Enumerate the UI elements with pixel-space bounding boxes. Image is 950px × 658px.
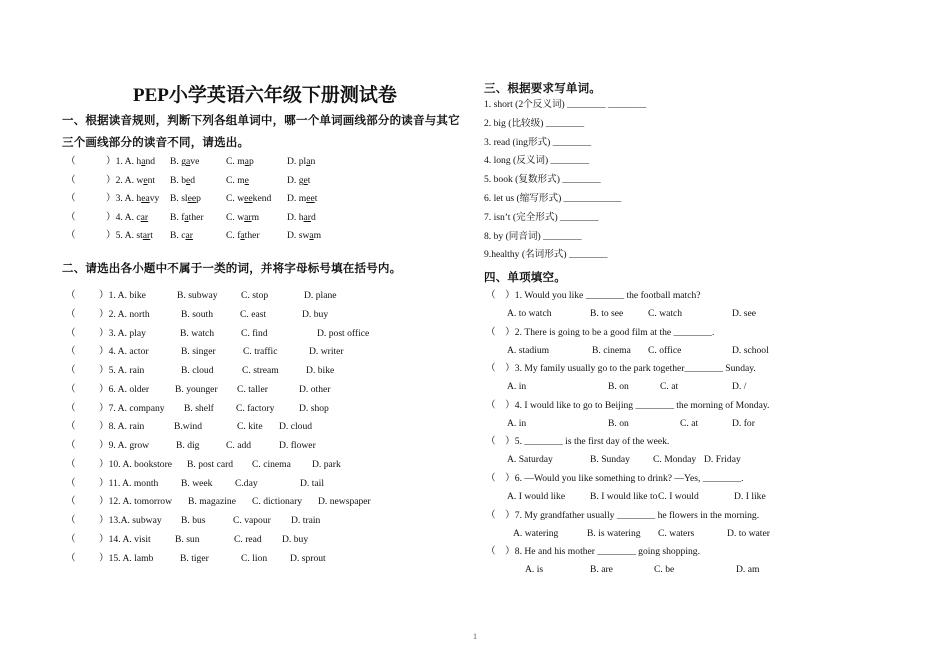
- option-c: C. watch: [648, 308, 683, 319]
- option-c: C. me: [226, 174, 249, 186]
- open-paren: （: [66, 458, 76, 470]
- option-d: D. am: [736, 564, 760, 576]
- multiple-choice-question: （ ）1. Would you like ________ the football match?: [486, 290, 701, 301]
- option-a: heavy: [136, 193, 160, 204]
- option-d: D. school: [732, 344, 769, 356]
- open-paren: （: [66, 211, 76, 223]
- question-option-a: ）14. A. visit: [99, 533, 151, 545]
- section4-heading: 四、单项填空。: [484, 270, 566, 284]
- option-c: C. father: [226, 230, 260, 241]
- option-c: C. weekend: [226, 193, 272, 204]
- question-option-a: ）8. A. rain: [99, 421, 145, 433]
- option-c: C. Monday: [653, 454, 697, 466]
- open-paren: （: [66, 440, 76, 451]
- option-a: went: [136, 174, 156, 186]
- word-form-item: 6. let us (缩写形式) ____________: [484, 193, 622, 204]
- option-b: B. dig: [176, 440, 200, 451]
- option-c: C. warm: [226, 211, 260, 223]
- option-b: B. south: [181, 308, 213, 320]
- multiple-choice-question: （ ）4. I would like to go to Beijing ________ the morning of Monday.: [486, 399, 770, 411]
- option-c: C. office: [648, 344, 682, 356]
- word-form-item: 3. read (ing形式) ________: [484, 136, 592, 148]
- option-b: B. sun: [175, 533, 200, 545]
- option-d: D. to water: [727, 527, 770, 539]
- word-form-item: 7. isn’t (完全形式) ________: [484, 211, 599, 223]
- option-d: D. train: [291, 515, 321, 526]
- option-b: B. to see: [590, 308, 624, 319]
- question-option-a: ）4. A. actor: [99, 346, 149, 358]
- option-b: B. on: [608, 417, 629, 429]
- option-b: B. post card: [187, 458, 234, 470]
- question-option-a: ）10. A. bookstore: [99, 458, 173, 470]
- question-option-a: ）1. A. bike: [99, 290, 146, 301]
- option-a: A. Saturday: [507, 454, 553, 466]
- question-option-a: ）15. A. lamb: [99, 552, 154, 564]
- question-number: ）4. A. car: [106, 211, 149, 223]
- open-paren: （: [66, 421, 76, 433]
- open-paren: （: [66, 552, 76, 564]
- option-b: B. younger: [175, 383, 218, 395]
- option-d: D. buy: [282, 533, 309, 545]
- option-c: C. map: [226, 156, 254, 167]
- option-b: B. cloud: [181, 365, 214, 376]
- option-d: D. see: [732, 308, 756, 319]
- question-option-a: ）9. A. grow: [99, 440, 150, 451]
- option-c: C. factory: [236, 402, 275, 414]
- word-form-item: 8. by (同音词) ________: [484, 230, 582, 242]
- option-c: C. at: [680, 417, 699, 429]
- option-d: D. I like: [734, 491, 766, 502]
- option-c: C. be: [654, 564, 675, 576]
- option-b: B. is watering: [587, 527, 641, 539]
- open-paren: （: [66, 365, 76, 376]
- option-a: A. is: [525, 564, 544, 576]
- option-a: A. stadium: [507, 344, 550, 356]
- option-b: B. gave: [170, 156, 200, 167]
- option-c: C. vapour: [233, 515, 271, 526]
- option-b: B. father: [170, 211, 204, 223]
- multiple-choice-question: （ ）2. There is going to be a good film at the ________.: [486, 326, 715, 338]
- question-number: ）1. A. hand: [106, 156, 156, 167]
- section3-heading: 三、根据要求写单词。: [484, 81, 601, 95]
- option-c: C. stop: [241, 290, 269, 301]
- option-d: D. sprout: [290, 552, 326, 564]
- option-d: D. cloud: [279, 421, 313, 433]
- question-option-a: ）3. A. play: [99, 327, 146, 339]
- open-paren: （: [66, 174, 76, 186]
- word-form-item: 4. long (反义词) ________: [484, 155, 589, 167]
- option-c: C. kite: [237, 421, 263, 433]
- option-d: D. bike: [306, 365, 335, 376]
- option-b: B. shelf: [184, 402, 214, 414]
- option-b: B. bus: [181, 515, 206, 526]
- question-option-a: ）11. A. month: [99, 477, 159, 489]
- question-option-a: ）5. A. rain: [99, 365, 145, 376]
- option-d: D. meet: [287, 193, 318, 204]
- question-number: ）2. A. went: [106, 174, 156, 186]
- option-b: B. subway: [177, 290, 218, 301]
- option-c: C. dictionary: [252, 496, 303, 508]
- option-c: C. traffic: [243, 346, 278, 358]
- word-form-item: 2. big (比较级) ________: [484, 117, 585, 129]
- option-b: B. car: [170, 230, 193, 241]
- page-number: 1: [473, 632, 477, 641]
- open-paren: （: [66, 193, 76, 204]
- option-d: D. hard: [287, 211, 316, 223]
- option-d: D. get: [287, 174, 311, 186]
- multiple-choice-question: （ ）6. —Would you like something to drink? —Yes, ________.: [486, 473, 744, 484]
- multiple-choice-question: （ ）8. He and his mother ________ going shopping.: [486, 546, 700, 558]
- open-paren: （: [66, 230, 76, 241]
- option-c: C. add: [226, 440, 252, 451]
- option-d: D. newspaper: [318, 496, 371, 508]
- word-form-item: 1. short (2个反义词) ________ ________: [484, 99, 647, 110]
- option-a: A. I would like: [507, 491, 566, 502]
- question-option-a: ）6. A. older: [99, 383, 150, 395]
- option-c: C. at: [660, 381, 679, 393]
- option-d: D. /: [732, 381, 747, 393]
- open-paren: （: [66, 496, 76, 508]
- multiple-choice-question: （ ）5. ________ is the first day of the week.: [486, 436, 670, 448]
- option-c: C. cinema: [252, 458, 291, 470]
- question-option-a: ）12. A. tomorrow: [99, 496, 173, 508]
- open-paren: （: [66, 308, 76, 320]
- option-d: D. writer: [309, 346, 344, 358]
- option-c: C. east: [240, 308, 267, 320]
- multiple-choice-question: （ ）3. My family usually go to the park together________ Sunday.: [486, 363, 756, 375]
- option-a: A. watering: [513, 527, 559, 539]
- option-d: D. other: [299, 383, 331, 395]
- question-number: ）5. A. start: [106, 230, 153, 241]
- option-d: D. Friday: [704, 454, 741, 466]
- word-form-item: 9.healthy (名词形式) ________: [484, 249, 608, 261]
- word-form-item: 5. book (复数形式) ________: [484, 174, 601, 186]
- option-a: A. to watch: [507, 308, 552, 319]
- section2-heading: 二、请选出各小题中不属于一类的词，并将字母标号填在括号内。: [62, 261, 402, 275]
- option-b: B. bed: [170, 174, 196, 186]
- question-option-a: ）7. A. company: [99, 402, 165, 414]
- option-c: C. read: [234, 533, 262, 545]
- section1-heading-line2: 三个画线部分的读音不同，请选出。: [62, 135, 250, 149]
- option-c: C. taller: [237, 383, 268, 395]
- option-d: D. tail: [300, 477, 324, 489]
- question-number: ）3. A. heavy: [106, 193, 160, 204]
- question-option-a: ）2. A. north: [99, 308, 150, 320]
- option-c: C. stream: [242, 365, 279, 376]
- option-b: B. cinema: [592, 344, 631, 356]
- section1-heading-line1: 一、根据读音规则，判断下列各组单词中，哪一个单词画线部分的读音与其它: [62, 113, 460, 127]
- option-d: D. buy: [302, 308, 329, 320]
- option-b: B. singer: [181, 346, 216, 358]
- open-paren: （: [66, 156, 76, 167]
- option-a: A. in: [507, 417, 527, 429]
- option-d: D. swam: [287, 230, 322, 241]
- question-option-a: ）13.A. subway: [99, 515, 162, 526]
- option-b: B. are: [590, 564, 613, 576]
- option-b: B. magazine: [188, 496, 236, 508]
- open-paren: （: [66, 533, 76, 545]
- option-c: C. find: [241, 327, 268, 339]
- option-c: C.day: [235, 477, 258, 489]
- option-d: D. flower: [279, 440, 316, 451]
- option-c: C. lion: [241, 552, 268, 564]
- option-c: C. I would: [658, 491, 699, 502]
- multiple-choice-question: （ ）7. My grandfather usually ________ he flowers in the morning.: [486, 509, 760, 521]
- option-b: B. Sunday: [590, 454, 630, 466]
- option-d: D. for: [732, 417, 755, 429]
- option-c: C. waters: [658, 527, 695, 539]
- open-paren: （: [66, 383, 76, 395]
- option-a: start: [136, 230, 153, 241]
- option-b: B. week: [181, 477, 213, 489]
- option-b: B. watch: [180, 327, 215, 339]
- option-a: hand: [136, 156, 156, 167]
- page-title: PEP小学英语六年级下册测试卷: [133, 85, 397, 106]
- open-paren: （: [66, 327, 76, 339]
- option-b: B. on: [608, 381, 629, 393]
- option-a: A. in: [507, 381, 527, 393]
- option-a: car: [136, 211, 149, 223]
- option-b: B. sleep: [170, 193, 201, 204]
- option-d: D. plan: [287, 156, 316, 167]
- open-paren: （: [66, 346, 76, 358]
- open-paren: （: [66, 477, 76, 489]
- option-b: B.wind: [174, 421, 202, 433]
- option-d: D. plane: [304, 290, 337, 301]
- open-paren: （: [66, 402, 76, 414]
- option-d: D. park: [312, 458, 341, 470]
- open-paren: （: [66, 515, 76, 526]
- option-d: D. shop: [299, 402, 329, 414]
- option-b: B. tiger: [180, 552, 209, 564]
- option-d: D. post office: [317, 327, 370, 339]
- option-b: B. I would like to: [590, 491, 658, 502]
- open-paren: （: [66, 290, 76, 301]
